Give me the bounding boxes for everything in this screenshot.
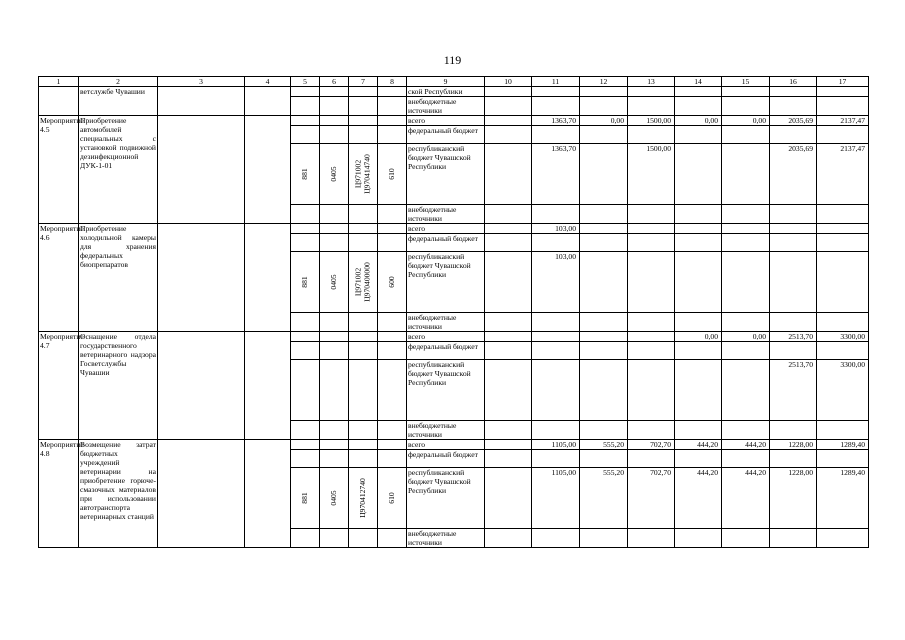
value-cell: 1289,40: [817, 440, 869, 450]
rzpr-cell: [320, 97, 349, 116]
column-number: 2: [79, 77, 158, 87]
value-cell: [628, 332, 675, 342]
value-cell: [722, 144, 770, 205]
funding-source: республиканский бюджет Чувашской Республики: [407, 468, 485, 529]
value-cell: [532, 450, 580, 468]
value-cell: [485, 360, 532, 421]
value-cell: [770, 224, 817, 234]
value-cell: [628, 87, 675, 97]
column-number: 9: [407, 77, 485, 87]
value-cell: [722, 126, 770, 144]
value-cell: [532, 205, 580, 224]
value-cell: [817, 252, 869, 313]
value-cell: [675, 450, 722, 468]
value-cell: [722, 529, 770, 548]
value-cell: [817, 87, 869, 97]
funding-source: всего: [407, 116, 485, 126]
rzpr-code-text: 0405: [328, 166, 338, 182]
rzpr-cell: [320, 313, 349, 332]
value-cell: 444,20: [722, 440, 770, 450]
value-cell: [675, 205, 722, 224]
value-cell: 3300,00: [817, 360, 869, 421]
vr-cell: [378, 313, 407, 332]
grbs-cell: [291, 313, 320, 332]
value-cell: 1363,70: [532, 144, 580, 205]
rzpr-code: [320, 360, 349, 421]
executor-cell: [158, 87, 245, 116]
value-cell: [580, 87, 628, 97]
value-cell: [722, 342, 770, 360]
funding-source: внебюджетные источники: [407, 97, 485, 116]
value-cell: [628, 97, 675, 116]
table-row: [39, 332, 869, 342]
grbs-cell: [291, 440, 320, 450]
value-cell: 2513,70: [770, 332, 817, 342]
csr-code: [349, 252, 378, 313]
value-cell: [722, 252, 770, 313]
funding-source: федеральный бюджет: [407, 342, 485, 360]
vr-code: [378, 144, 407, 205]
rzpr-cell: [320, 332, 349, 342]
value-cell: 1289,40: [817, 468, 869, 529]
value-cell: [675, 313, 722, 332]
value-cell: [580, 224, 628, 234]
value-cell: [817, 421, 869, 440]
csr-code-text: Ц971002 Ц970400000: [353, 262, 371, 302]
grbs-code: [291, 468, 320, 529]
measure-cell: [39, 87, 79, 116]
grbs-cell: [291, 332, 320, 342]
column-number: 10: [485, 77, 532, 87]
value-cell: [675, 529, 722, 548]
csr-cell: [349, 87, 378, 97]
value-cell: [628, 252, 675, 313]
value-cell: 103,00: [532, 224, 580, 234]
value-cell: 2035,69: [770, 144, 817, 205]
grbs-code-text: 881: [299, 492, 309, 504]
vr-code: [378, 360, 407, 421]
column-number: 15: [722, 77, 770, 87]
value-cell: [580, 126, 628, 144]
value-cell: [628, 234, 675, 252]
value-cell: [485, 342, 532, 360]
value-cell: [722, 234, 770, 252]
value-cell: [485, 144, 532, 205]
value-cell: [628, 205, 675, 224]
measure-name: Оснащение отдела государственного ветеринарного надзора Госветслужбы Чувашии: [79, 332, 158, 440]
value-cell: [817, 529, 869, 548]
csr-cell: [349, 205, 378, 224]
csr-cell: [349, 126, 378, 144]
vr-cell: [378, 87, 407, 97]
grbs-cell: [291, 97, 320, 116]
funding-source: федеральный бюджет: [407, 450, 485, 468]
value-cell: [722, 450, 770, 468]
value-cell: [628, 421, 675, 440]
rzpr-cell: [320, 87, 349, 97]
value-cell: [770, 205, 817, 224]
rzpr-cell: [320, 529, 349, 548]
value-cell: 702,70: [628, 468, 675, 529]
funding-source: республиканский бюджет Чувашской Республики: [407, 252, 485, 313]
vr-cell: [378, 421, 407, 440]
value-cell: [722, 421, 770, 440]
value-cell: [532, 529, 580, 548]
executor-cell: [158, 116, 245, 224]
column-number-row: [39, 77, 869, 87]
csr-code: [349, 468, 378, 529]
value-cell: [580, 529, 628, 548]
measure-name: Приобретение автомобилей специальных с установкой подвижной дезинфекционной ДУК-1-01: [79, 116, 158, 224]
column-number: 1: [39, 77, 79, 87]
indicator-cell: [245, 224, 291, 332]
value-cell: [485, 224, 532, 234]
csr-cell: [349, 440, 378, 450]
vr-code-text: 610: [386, 492, 396, 504]
indicator-cell: [245, 332, 291, 440]
value-cell: [770, 126, 817, 144]
value-cell: [817, 205, 869, 224]
value-cell: [675, 421, 722, 440]
value-cell: [580, 234, 628, 252]
vr-code: [378, 252, 407, 313]
value-cell: [485, 205, 532, 224]
value-cell: [770, 313, 817, 332]
value-cell: [675, 342, 722, 360]
value-cell: 103,00: [532, 252, 580, 313]
rzpr-cell: [320, 342, 349, 360]
budget-table: [38, 76, 869, 548]
value-cell: 0,00: [722, 332, 770, 342]
funding-source: всего: [407, 224, 485, 234]
vr-cell: [378, 116, 407, 126]
vr-cell: [378, 440, 407, 450]
value-cell: 3300,00: [817, 332, 869, 342]
value-cell: [580, 360, 628, 421]
vr-cell: [378, 342, 407, 360]
value-cell: 0,00: [675, 116, 722, 126]
vr-cell: [378, 450, 407, 468]
value-cell: 444,20: [675, 440, 722, 450]
value-cell: [770, 234, 817, 252]
column-number: 13: [628, 77, 675, 87]
grbs-code: [291, 144, 320, 205]
grbs-code: [291, 252, 320, 313]
funding-source: внебюджетные источники: [407, 313, 485, 332]
value-cell: [675, 234, 722, 252]
grbs-cell: [291, 421, 320, 440]
funding-source: федеральный бюджет: [407, 126, 485, 144]
value-cell: [580, 97, 628, 116]
value-cell: [817, 126, 869, 144]
vr-cell: [378, 332, 407, 342]
value-cell: [722, 205, 770, 224]
value-cell: [675, 97, 722, 116]
value-cell: 2513,70: [770, 360, 817, 421]
value-cell: 1228,00: [770, 440, 817, 450]
value-cell: [580, 144, 628, 205]
csr-cell: [349, 234, 378, 252]
measure-label: Мероприятие 4.8: [39, 440, 79, 548]
column-number: 11: [532, 77, 580, 87]
value-cell: 0,00: [675, 332, 722, 342]
value-cell: [485, 332, 532, 342]
value-cell: [628, 126, 675, 144]
value-cell: [675, 144, 722, 205]
measure-name: ветслужбе Чувашии: [79, 87, 158, 116]
vr-code-text: 600: [386, 276, 396, 288]
csr-cell: [349, 313, 378, 332]
value-cell: 702,70: [628, 440, 675, 450]
value-cell: [485, 313, 532, 332]
value-cell: [675, 224, 722, 234]
value-cell: [817, 313, 869, 332]
funding-source: республиканский бюджет Чувашской Республики: [407, 360, 485, 421]
rzpr-cell: [320, 450, 349, 468]
rzpr-code-text: 0405: [328, 490, 338, 506]
grbs-code-text: 881: [299, 276, 309, 288]
column-number: 7: [349, 77, 378, 87]
funding-source: всего: [407, 332, 485, 342]
value-cell: [485, 450, 532, 468]
funding-source: республиканский бюджет Чувашской Республики: [407, 144, 485, 205]
value-cell: [675, 126, 722, 144]
value-cell: [485, 421, 532, 440]
value-cell: [485, 468, 532, 529]
value-cell: [817, 224, 869, 234]
value-cell: [770, 529, 817, 548]
value-cell: [722, 224, 770, 234]
csr-cell: [349, 529, 378, 548]
grbs-cell: [291, 342, 320, 360]
grbs-cell: [291, 234, 320, 252]
column-number: 16: [770, 77, 817, 87]
value-cell: [722, 360, 770, 421]
value-cell: [675, 252, 722, 313]
csr-code-text: Ц970412740: [357, 478, 367, 518]
funding-source: внебюджетные источники: [407, 421, 485, 440]
value-cell: [485, 529, 532, 548]
value-cell: [580, 205, 628, 224]
value-cell: [770, 342, 817, 360]
value-cell: [580, 342, 628, 360]
funding-source: внебюджетные источники: [407, 205, 485, 224]
value-cell: [485, 87, 532, 97]
grbs-cell: [291, 205, 320, 224]
value-cell: 1228,00: [770, 468, 817, 529]
vr-code: [378, 468, 407, 529]
value-cell: [532, 313, 580, 332]
executor-cell: [158, 440, 245, 548]
value-cell: [532, 126, 580, 144]
column-number: 6: [320, 77, 349, 87]
vr-code-text: 610: [386, 168, 396, 180]
value-cell: 555,20: [580, 440, 628, 450]
grbs-cell: [291, 529, 320, 548]
value-cell: 2035,69: [770, 116, 817, 126]
value-cell: 2137,47: [817, 116, 869, 126]
value-cell: 2137,47: [817, 144, 869, 205]
value-cell: [817, 342, 869, 360]
rzpr-code-text: 0405: [328, 274, 338, 290]
column-number: 17: [817, 77, 869, 87]
value-cell: 444,20: [675, 468, 722, 529]
indicator-cell: [245, 87, 291, 116]
value-cell: 1500,00: [628, 116, 675, 126]
value-cell: 1500,00: [628, 144, 675, 205]
indicator-cell: [245, 440, 291, 548]
measure-name: Возмещение затрат бюджетных учреждений ветеринарии на приобретение горюче-смазочных материалов при использовании автотранспорта ветеринарных станций: [79, 440, 158, 548]
column-number: 3: [158, 77, 245, 87]
value-cell: 1105,00: [532, 440, 580, 450]
grbs-cell: [291, 116, 320, 126]
value-cell: [532, 360, 580, 421]
vr-cell: [378, 97, 407, 116]
rzpr-cell: [320, 440, 349, 450]
csr-cell: [349, 332, 378, 342]
value-cell: [580, 450, 628, 468]
value-cell: [485, 440, 532, 450]
value-cell: [675, 360, 722, 421]
value-cell: [817, 234, 869, 252]
value-cell: [628, 450, 675, 468]
value-cell: [580, 421, 628, 440]
value-cell: [628, 224, 675, 234]
value-cell: [485, 97, 532, 116]
value-cell: [580, 313, 628, 332]
value-cell: [580, 332, 628, 342]
value-cell: [485, 234, 532, 252]
rzpr-code: [320, 252, 349, 313]
grbs-cell: [291, 224, 320, 234]
rzpr-cell: [320, 126, 349, 144]
value-cell: [485, 116, 532, 126]
column-number: 5: [291, 77, 320, 87]
value-cell: [675, 87, 722, 97]
rzpr-code: [320, 144, 349, 205]
value-cell: [722, 313, 770, 332]
value-cell: [532, 342, 580, 360]
table-row: [39, 440, 869, 450]
csr-cell: [349, 97, 378, 116]
value-cell: 444,20: [722, 468, 770, 529]
rzpr-code: [320, 468, 349, 529]
column-number: 14: [675, 77, 722, 87]
measure-label: Мероприятие 4.5: [39, 116, 79, 224]
rzpr-cell: [320, 234, 349, 252]
value-cell: [722, 87, 770, 97]
csr-cell: [349, 116, 378, 126]
csr-cell: [349, 224, 378, 234]
column-number: 12: [580, 77, 628, 87]
value-cell: [580, 252, 628, 313]
csr-cell: [349, 342, 378, 360]
value-cell: 0,00: [580, 116, 628, 126]
executor-cell: [158, 224, 245, 332]
page-number: 119: [443, 53, 462, 67]
value-cell: 0,00: [722, 116, 770, 126]
column-number: 4: [245, 77, 291, 87]
value-cell: [770, 450, 817, 468]
rzpr-cell: [320, 116, 349, 126]
measure-name: Приобретение холодильной камеры для хранения федеральных биопрепаратов: [79, 224, 158, 332]
vr-cell: [378, 205, 407, 224]
csr-code: [349, 360, 378, 421]
grbs-code: [291, 360, 320, 421]
rzpr-cell: [320, 205, 349, 224]
grbs-cell: [291, 450, 320, 468]
value-cell: [628, 360, 675, 421]
value-cell: [722, 97, 770, 116]
value-cell: [532, 97, 580, 116]
grbs-cell: [291, 126, 320, 144]
vr-cell: [378, 126, 407, 144]
column-number: 8: [378, 77, 407, 87]
measure-label: Мероприятие 4.6: [39, 224, 79, 332]
value-cell: [485, 252, 532, 313]
value-cell: [817, 97, 869, 116]
vr-cell: [378, 234, 407, 252]
csr-cell: [349, 421, 378, 440]
table-row: [39, 224, 869, 234]
value-cell: [628, 529, 675, 548]
funding-source: всего: [407, 440, 485, 450]
funding-source: федеральный бюджет: [407, 234, 485, 252]
rzpr-cell: [320, 421, 349, 440]
measure-label: Мероприятие 4.7: [39, 332, 79, 440]
value-cell: [628, 342, 675, 360]
table-row: [39, 116, 869, 126]
csr-code-text: Ц971002 Ц970414740: [353, 154, 371, 194]
value-cell: [485, 126, 532, 144]
value-cell: [817, 450, 869, 468]
value-cell: 555,20: [580, 468, 628, 529]
vr-cell: [378, 224, 407, 234]
executor-cell: [158, 332, 245, 440]
funding-source: ской Республики: [407, 87, 485, 97]
value-cell: [532, 87, 580, 97]
value-cell: [770, 252, 817, 313]
value-cell: [770, 97, 817, 116]
value-cell: [770, 421, 817, 440]
csr-code: [349, 144, 378, 205]
value-cell: 1363,70: [532, 116, 580, 126]
table-row: [39, 87, 869, 97]
value-cell: [532, 421, 580, 440]
value-cell: [532, 234, 580, 252]
indicator-cell: [245, 116, 291, 224]
funding-source: внебюджетные источники: [407, 529, 485, 548]
value-cell: [770, 87, 817, 97]
value-cell: [532, 332, 580, 342]
grbs-cell: [291, 87, 320, 97]
table-body: [39, 77, 869, 548]
csr-cell: [349, 450, 378, 468]
grbs-code-text: 881: [299, 168, 309, 180]
value-cell: 1105,00: [532, 468, 580, 529]
value-cell: [628, 313, 675, 332]
vr-cell: [378, 529, 407, 548]
rzpr-cell: [320, 224, 349, 234]
